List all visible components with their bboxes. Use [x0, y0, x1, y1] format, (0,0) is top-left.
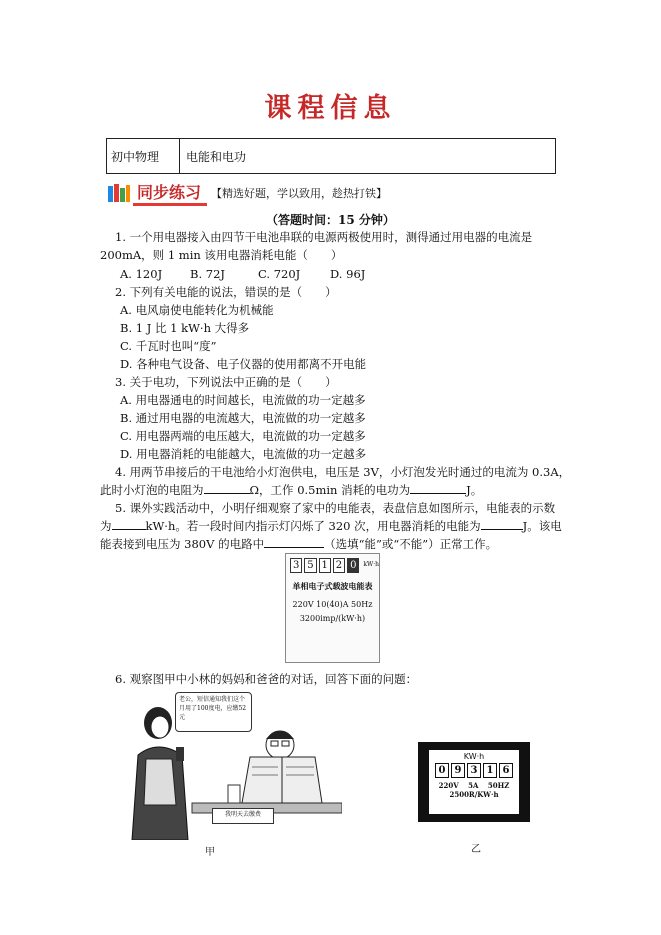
q1-option-a: A. 120J [120, 267, 163, 281]
mom-apron [144, 759, 176, 805]
q3-stem: 3. 关于电功，下列说法中正确的是（ ） [115, 375, 337, 389]
section-hint: 【精选好题，学以致用，趁热打铁】 [211, 187, 388, 200]
meter-digit: 3 [290, 558, 302, 573]
q5-reading-blank[interactable] [112, 517, 146, 530]
time-note: （答题时间：15 分钟） [266, 213, 395, 227]
caption-yi: 乙 [471, 844, 481, 855]
meter-spec: 220V 10(40)A 50Hz [292, 600, 373, 609]
q4-text-3: J。 [466, 483, 483, 497]
meter-digit: 5 [304, 558, 316, 573]
q2-option-d: D. 各种电气设备、电子仪器的使用都离不开电能 [120, 357, 367, 371]
meter2-unit: KW·h [463, 752, 485, 761]
q4-text-1: 此时小灯泡的电阻为 [100, 483, 204, 497]
q1-option-d: D. 96J [330, 267, 366, 281]
books-icon [108, 184, 130, 202]
page-title: 课程信息 [264, 93, 397, 124]
q4-stem-line2 [100, 481, 482, 499]
meter-name: 单相电子式载波电能表 [292, 581, 373, 591]
meter-digit-decimal: 0 [347, 558, 359, 573]
meter2-digit: 6 [499, 763, 513, 778]
q3-option-b: B. 通过用电器的电流越大，电流做的功一定越多 [120, 411, 366, 425]
q5-text-2: kW·h。若一段时间内指示灯闪烁了 320 次，用电器消耗的电能为 [145, 519, 481, 533]
caption-jia: 甲 [205, 847, 215, 858]
q4-work-blank[interactable] [410, 481, 466, 494]
q2-stem: 2. 下列有关电能的说法，错误的是（ ） [115, 285, 337, 299]
course-info-table [106, 138, 556, 174]
dad-hair [266, 731, 294, 739]
phone-icon [176, 747, 184, 761]
topic-cell: 电能和电功 [186, 149, 247, 164]
mom-face [151, 716, 169, 738]
q4-text-2: Ω，工作 0.5min 消耗的电功为 [249, 483, 411, 497]
q2-option-c: C. 千瓦时也叫“度” [120, 339, 217, 353]
q5-stem-line1: 5. 课外实践活动中，小明仔细观察了家中的电能表，表盘信息如图所示，电能表的示数 [115, 501, 556, 515]
meter-digit: 2 [333, 558, 345, 573]
q5-stem-line3 [100, 535, 497, 553]
electric-meter-figure-2 [418, 742, 530, 822]
meter2-spec-line2: 2500R/KW·h [449, 790, 499, 799]
meter2-spec-line1: 220V 5A 50HZ [438, 781, 510, 790]
electric-meter-figure [285, 553, 380, 663]
cup-icon [228, 785, 240, 803]
q2-option-b: B. 1 J 比 1 kW·h 大得多 [120, 321, 250, 335]
q5-energy-blank[interactable] [481, 517, 523, 530]
q3-option-c: C. 用电器两端的电压越大，电流做的功一定越多 [120, 429, 366, 443]
q3-option-d: D. 用电器消耗的电能越大，电流做的功一定越多 [120, 447, 367, 461]
dad-speech-bubble: 我明天去缴费 [212, 808, 274, 824]
q1-option-c: C. 720J [258, 267, 301, 281]
meter2-digit: 3 [467, 763, 481, 778]
q1-stem-line2: 200mA，则 1 min 该用电器消耗电能（ ） [100, 248, 343, 262]
q5-text-1: 为 [100, 519, 112, 533]
q1-stem-line1: 1. 一个用电器接入由四节干电池串联的电源两极使用时，测得通过用电器的电流是 [115, 230, 533, 244]
meter-digit: 1 [319, 558, 331, 573]
q3-option-a: A. 用电器通电的时间越长，电流做的功一定越多 [120, 393, 366, 407]
q1-option-b: B. 72J [190, 267, 226, 281]
q5-stem-line2 [100, 517, 562, 535]
q5-text-5: （选填“能”或“不能”）正常工作。 [324, 537, 498, 551]
mom-speech-bubble: 老公，短信通知我们这个月用了100度电，应缴52元 [175, 692, 252, 732]
meter2-digits [429, 763, 519, 778]
meter2-spec [429, 781, 519, 799]
q5-text-3: J。该电 [522, 519, 562, 533]
q4-stem-line1: 4. 用两节串接后的干电池给小灯泡供电，电压是 3V，小灯泡发光时通过的电流为 0.3A， [115, 465, 571, 479]
meter-digits [290, 558, 379, 573]
meter2-digit: 0 [435, 763, 449, 778]
meter2-digit: 1 [483, 763, 497, 778]
meter2-digit: 9 [451, 763, 465, 778]
meter2-panel [429, 750, 519, 814]
meter-unit: kW·h [363, 561, 379, 568]
meter-imp: 3200imp/(kW·h) [299, 614, 366, 623]
subject-cell: 初中物理 [107, 139, 180, 173]
section-header [108, 183, 387, 203]
q4-resistance-blank[interactable] [204, 481, 250, 494]
q2-option-a: A. 电风扇使电能转化为机械能 [120, 303, 274, 317]
q5-text-4: 能表接到电压为 380V 的电路中 [100, 537, 265, 551]
q5-can-work-blank[interactable] [264, 535, 324, 548]
section-badge: 同步练习 [133, 180, 207, 206]
q6-stem: 6. 观察图甲中小林的妈妈和爸爸的对话，回答下面的问题： [115, 672, 418, 686]
